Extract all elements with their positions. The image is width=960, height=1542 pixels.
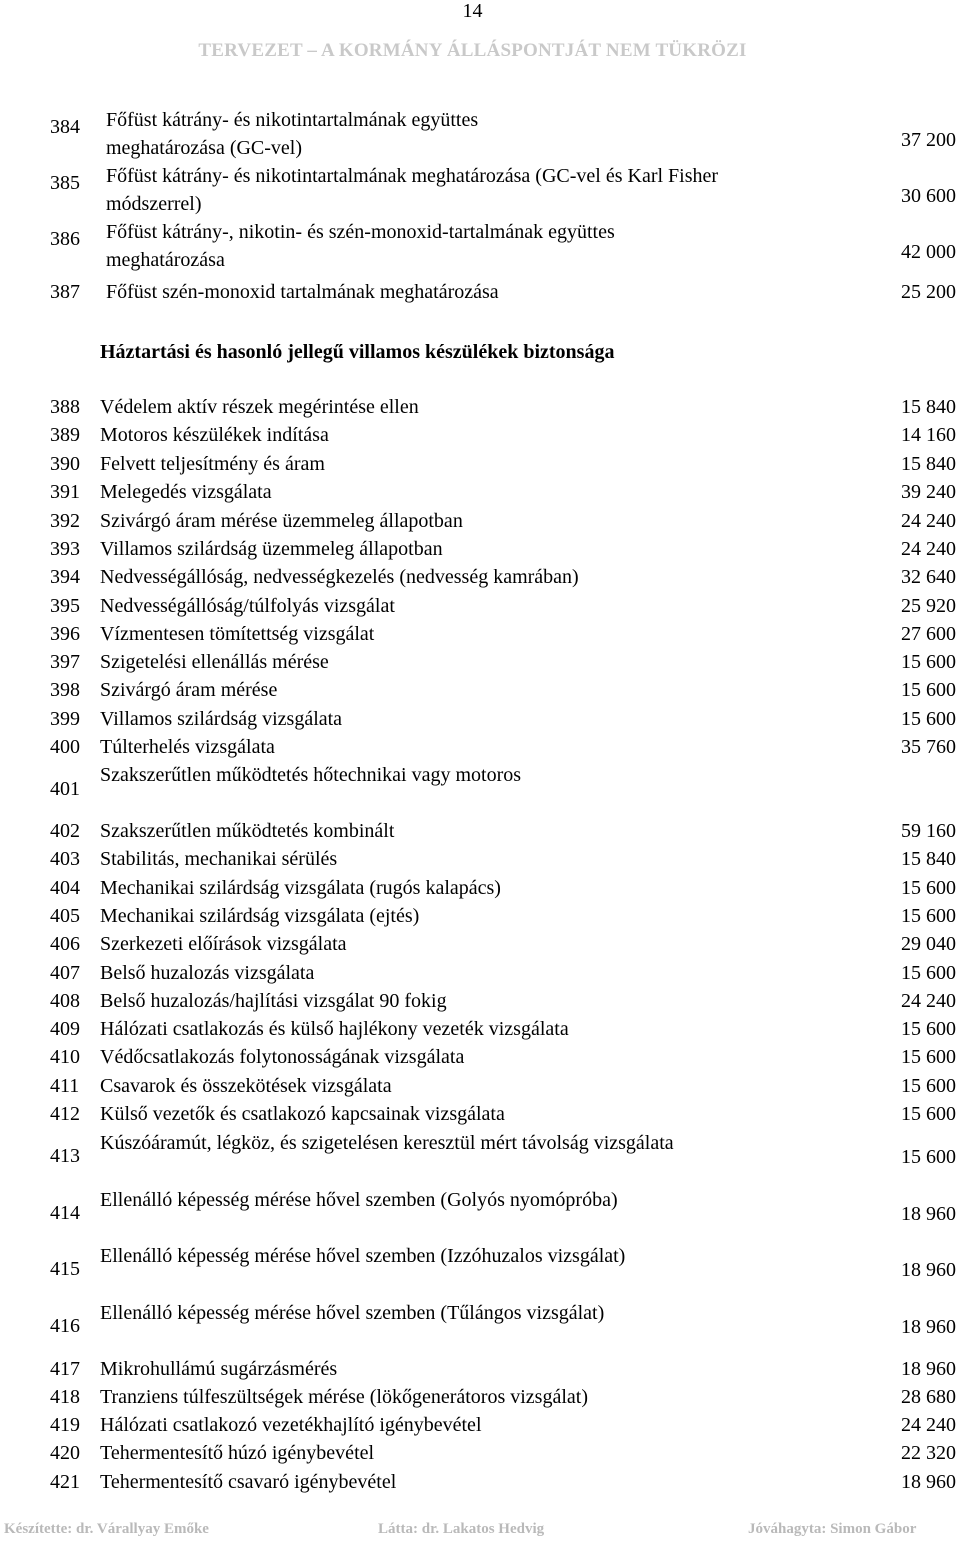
row-number: 399 — [50, 708, 80, 730]
row-description: Tehermentesítő húzó igénybevétel — [100, 1442, 375, 1464]
row-description: Ellenálló képesség mérése hővel szemben (Izzóhuzalos vizsgálat) — [100, 1245, 626, 1267]
row-price: 22 320 — [901, 1442, 956, 1464]
table-row — [0, 1299, 960, 1355]
row-description: Szakszerűtlen működtetés kombinált — [100, 820, 395, 842]
row-price: 24 240 — [901, 538, 956, 560]
row-description: Szivárgó áram mérése üzemmeleg állapotban — [100, 510, 463, 532]
row-number: 385 — [50, 172, 80, 194]
row-description: Melegedés vizsgálata — [100, 481, 272, 503]
row-price: 15 600 — [901, 1018, 956, 1040]
row-price: 18 960 — [901, 1259, 956, 1281]
row-price: 32 640 — [901, 566, 956, 588]
row-price: 24 240 — [901, 510, 956, 532]
table-row — [0, 1129, 960, 1185]
row-price: 15 600 — [901, 651, 956, 673]
row-number: 420 — [50, 1442, 80, 1464]
row-description: Ellenálló képesség mérése hővel szemben (Tűlángos vizsgálat) — [100, 1302, 605, 1324]
row-description: Ellenálló képesség mérése hővel szemben (Golyós nyomópróba) — [100, 1189, 618, 1211]
row-price: 15 600 — [901, 877, 956, 899]
row-price: 15 600 — [901, 1046, 956, 1068]
page-footer — [0, 1521, 960, 1541]
row-number: 393 — [50, 538, 80, 560]
footer-prepared-by: Készítette: dr. Várallyay Emőke — [4, 1521, 209, 1537]
row-price: 29 040 — [901, 933, 956, 955]
row-price: 25 200 — [901, 281, 956, 303]
table-row — [0, 1242, 960, 1298]
row-number: 408 — [50, 990, 80, 1012]
row-price: 35 760 — [901, 736, 956, 758]
row-number: 415 — [50, 1258, 80, 1280]
row-price: 18 960 — [901, 1471, 956, 1493]
footer-approved-by: Jóváhagyta: Simon Gábor — [748, 1521, 917, 1537]
row-number: 396 — [50, 623, 80, 645]
row-number: 386 — [50, 228, 80, 250]
table-row — [0, 1186, 960, 1242]
row-number: 405 — [50, 905, 80, 927]
row-price: 30 600 — [901, 185, 956, 207]
row-description: Csavarok és összekötések vizsgálata — [100, 1075, 392, 1097]
row-price: 15 840 — [901, 453, 956, 475]
row-number: 397 — [50, 651, 80, 673]
table-row — [0, 162, 960, 218]
row-price: 15 600 — [901, 708, 956, 730]
row-price: 18 960 — [901, 1358, 956, 1380]
row-number: 416 — [50, 1315, 80, 1337]
row-description: Belső huzalozás/hajlítási vizsgálat 90 fokig — [100, 990, 447, 1012]
row-number: 412 — [50, 1103, 80, 1125]
row-price: 14 160 — [901, 424, 956, 446]
row-number: 421 — [50, 1471, 80, 1493]
row-description: Szakszerűtlen működtetés hőtechnikai vagy motoros — [100, 764, 522, 786]
row-price: 25 920 — [901, 595, 956, 617]
row-number: 418 — [50, 1386, 80, 1408]
footer-seen-by: Látta: dr. Lakatos Hedvig — [378, 1521, 545, 1537]
row-number: 401 — [50, 778, 80, 800]
page-number: 14 — [462, 0, 483, 22]
row-price: 37 200 — [901, 129, 956, 151]
row-description: Nedvességállóság/túlfolyás vizsgálat — [100, 595, 395, 617]
row-number: 410 — [50, 1046, 80, 1068]
row-price: 24 240 — [901, 1414, 956, 1436]
row-number: 392 — [50, 510, 80, 532]
table-row — [0, 762, 960, 818]
row-price: 39 240 — [901, 481, 956, 503]
row-price: 15 840 — [901, 848, 956, 870]
row-price: 28 680 — [901, 1386, 956, 1408]
row-price: 24 240 — [901, 990, 956, 1012]
row-number: 391 — [50, 481, 80, 503]
row-number: 411 — [50, 1075, 80, 1097]
row-description: Főfüst szén-monoxid tartalmának meghatározása — [106, 281, 499, 303]
row-description: Szigetelési ellenállás mérése — [100, 651, 329, 673]
row-number: 407 — [50, 962, 80, 984]
row-description: Szivárgó áram mérése — [100, 679, 278, 701]
row-description: Motoros készülékek indítása — [100, 424, 329, 446]
row-number: 384 — [50, 116, 80, 138]
row-number: 417 — [50, 1358, 80, 1380]
row-description: Tranziens túlfeszültségek mérése (lökőgenerátoros vizsgálat) — [100, 1386, 588, 1408]
row-price: 42 000 — [901, 241, 956, 263]
row-number: 390 — [50, 453, 80, 475]
row-number: 394 — [50, 566, 80, 588]
row-price: 15 600 — [901, 962, 956, 984]
row-number: 419 — [50, 1414, 80, 1436]
row-price: 15 600 — [901, 905, 956, 927]
row-price: 15 840 — [901, 396, 956, 418]
row-price: 15 600 — [901, 1103, 956, 1125]
row-description: Tehermentesítő csavaró igénybevétel — [100, 1471, 397, 1493]
row-description: Külső vezetők és csatlakozó kapcsainak vizsgálata — [100, 1103, 505, 1125]
row-description: Nedvességállóság, nedvességkezelés (nedvesség kamrában) — [100, 566, 579, 588]
row-description: Védelem aktív részek megérintése ellen — [100, 396, 419, 418]
row-number: 403 — [50, 848, 80, 870]
row-description: Hálózati csatlakozó vezetékhajlító igénybevétel — [100, 1414, 482, 1436]
row-description: Felvett teljesítmény és áram — [100, 453, 325, 475]
table-row — [0, 218, 960, 274]
row-description: Villamos szilárdság üzemmeleg állapotban — [100, 538, 443, 560]
row-number: 400 — [50, 736, 80, 758]
row-price: 18 960 — [901, 1316, 956, 1338]
row-description: Mikrohullámú sugárzásmérés — [100, 1358, 338, 1380]
row-description: Főfüst kátrány- és nikotintartalmának meghatározása (GC-vel és Karl Fisher módszerrel) — [106, 165, 719, 215]
row-number: 395 — [50, 595, 80, 617]
row-description: Védőcsatlakozás folytonosságának vizsgálata — [100, 1046, 465, 1068]
row-number: 413 — [50, 1145, 80, 1167]
row-description: Vízmentesen tömítettség vizsgálat — [100, 623, 375, 645]
section-heading: Háztartási és hasonló jellegű villamos készülékek biztonsága — [100, 341, 615, 363]
row-number: 404 — [50, 877, 80, 899]
row-description: Főfüst kátrány-, nikotin- és szén-monoxid-tartalmának együttes meghatározása — [106, 221, 615, 271]
row-description: Főfüst kátrány- és nikotintartalmának együttes meghatározása (GC-vel) — [106, 109, 479, 159]
row-price: 27 600 — [901, 623, 956, 645]
row-number: 388 — [50, 396, 80, 418]
row-description: Stabilitás, mechanikai sérülés — [100, 848, 338, 870]
row-number: 398 — [50, 679, 80, 701]
row-description: Belső huzalozás vizsgálata — [100, 962, 315, 984]
row-number: 402 — [50, 820, 80, 842]
row-price: 18 960 — [901, 1203, 956, 1225]
row-price: 15 600 — [901, 679, 956, 701]
row-description: Villamos szilárdság vizsgálata — [100, 708, 343, 730]
row-price: 15 600 — [901, 1146, 956, 1168]
draft-watermark-banner: TERVEZET – A KORMÁNY ÁLLÁSPONTJÁT NEM TÜKRÖZI — [198, 40, 747, 61]
row-number: 406 — [50, 933, 80, 955]
row-number: 414 — [50, 1202, 80, 1224]
row-description: Mechanikai szilárdság vizsgálata (rugós kalapács) — [100, 877, 501, 899]
row-number: 409 — [50, 1018, 80, 1040]
row-number: 387 — [50, 281, 80, 303]
table-row — [0, 106, 960, 162]
row-description: Szerkezeti előírások vizsgálata — [100, 933, 347, 955]
row-description: Hálózati csatlakozás és külső hajlékony vezeték vizsgálata — [100, 1018, 569, 1040]
row-price: 59 160 — [901, 820, 956, 842]
row-description: Túlterhelés vizsgálata — [100, 736, 275, 758]
row-description: Mechanikai szilárdság vizsgálata (ejtés) — [100, 905, 420, 927]
row-price: 15 600 — [901, 1075, 956, 1097]
row-description: Kúszóáramút, légköz, és szigetelésen keresztül mért távolság vizsgálata — [100, 1132, 674, 1154]
row-number: 389 — [50, 424, 80, 446]
